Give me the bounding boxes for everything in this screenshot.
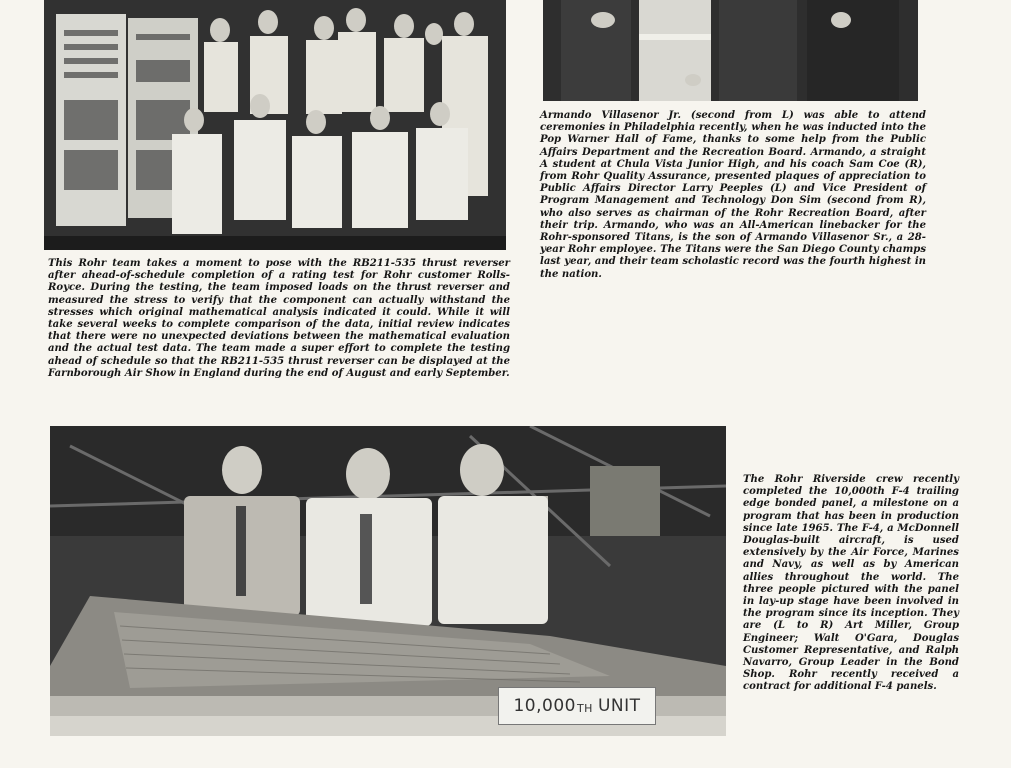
sign-number: 10,000 bbox=[513, 696, 576, 716]
riverside-caption: The Rohr Riverside crew recently completed the 10,000th F-4 trailing edge bonded panel, a milestone on a program that has been in production since late 1965. The F-4, a McDonnell Douglas-built aircraft, is used extensively by the Air Force, Marines and Navy, as well as by American allies throughout the world. The three people pictured with the panel in lay-up stage have been involved in the program since its inception. They are (L to R) Art Miller, Group Engineer; Walt O'Gara, Douglas Customer Representative, and Ralph Navarro, Group Leader in the Bond Shop. Rohr recently received a contract for additional F-4 panels. bbox=[743, 474, 959, 693]
rb211-team-photo bbox=[44, 0, 506, 250]
sign-unit: UNIT bbox=[597, 696, 641, 716]
award-caption: Armando Villasenor Jr. (second from L) was able to attend ceremonies in Philadelphia recently, when he was inducted into the Pop Warner Hall of Fame, thanks to some help from the Public Affairs Department and the Recreation Board. Armando, a straight A student at Chula Vista Junior High, and his coach Sam Coe (R), from Rohr Quality Assurance, presented plaques of appreciation to Public Affairs Director Larry Peeples (L) and Vice President of Program Management and Technology Don Sim (second from R), who also serves as chairman of the Rohr Recreation Board, after their trip. Armando, who was an All-American linebacker for the Rohr-sponsored Titans, is the son of Armando Villasenor Sr., a 28-year Rohr employee. The Titans were the San Diego County champs last year, and their team scholastic record was the fourth highest in the nation. bbox=[540, 110, 926, 280]
award-ceremony-photo bbox=[543, 0, 918, 101]
rb211-caption: This Rohr team takes a moment to pose with the RB211-535 thrust reverser after ahead-of-schedule completion of a rating test for Rohr customer Rolls-Royce. During the testing, the team imposed loads on the thrust reverser and measured the stress to verify that the component can actually withstand the stresses which original mathematical analysis indicated it could. While it will take several weeks to complete comparison of the data, initial review indicates that there were no unexpected deviations between the mathematical evaluation and the actual test data. The team made a super effort to complete the testing ahead of schedule so that the RB211-535 thrust reverser can be displayed at the Farnborough Air Show in England during the end of August and early September. bbox=[48, 258, 510, 379]
sign-suffix: TH bbox=[576, 701, 593, 715]
unit-sign bbox=[498, 687, 656, 725]
